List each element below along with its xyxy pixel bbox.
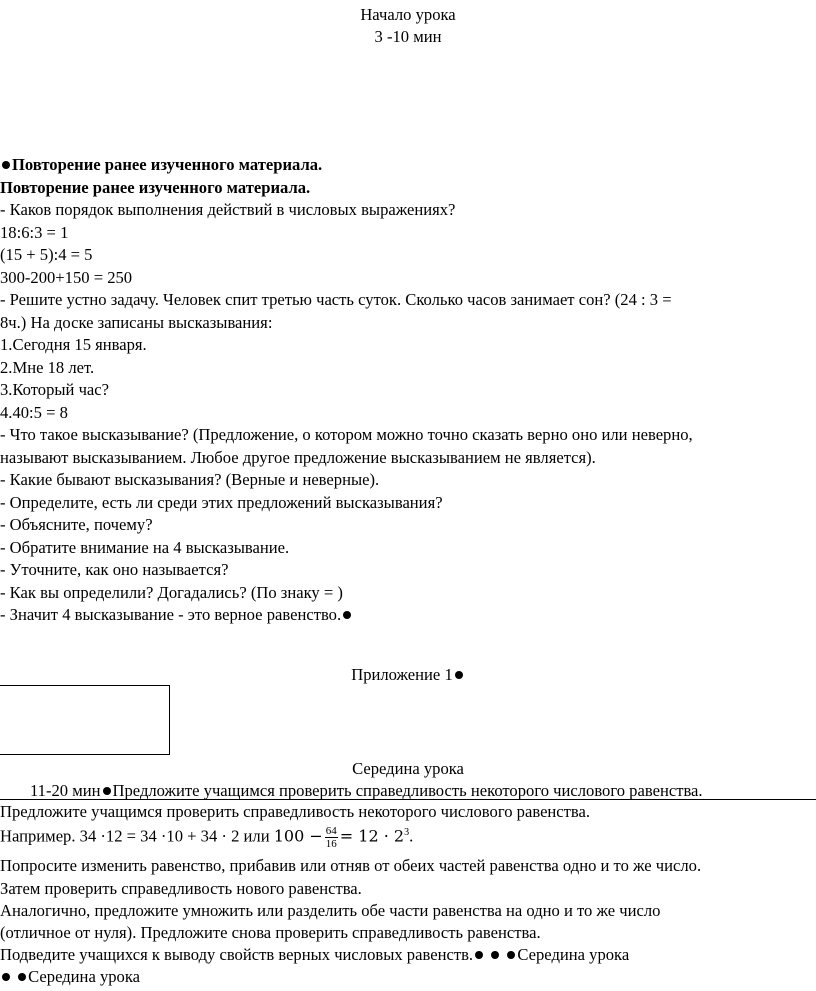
bullet-icon bbox=[343, 611, 351, 619]
text-line: Затем проверить справедливость нового равенства. bbox=[0, 879, 362, 898]
middle-tail-text: Середина урока bbox=[517, 945, 630, 964]
bullet-icon bbox=[507, 951, 515, 959]
text-line: 18:6:3 = 1 bbox=[0, 223, 69, 242]
lesson-start-time: 3 -10 мин bbox=[374, 27, 442, 46]
text-line: 4.40:5 = 8 bbox=[0, 403, 68, 422]
text-line: - Что такое высказывание? (Предложение, о котором можно точно сказать верно оно или неверно, bbox=[0, 425, 693, 444]
fraction bbox=[325, 825, 338, 850]
empty-frame bbox=[0, 685, 170, 755]
example-prefix: Например. 34 ·12 = 34 ·10 + 34 · 2 или bbox=[0, 826, 270, 846]
middle-heading-text: Предложите учащимся проверить справедливость некоторого числового равенства. bbox=[112, 781, 703, 800]
text-line: Подведите учащихся к выводу свойств верных числовых равенств. bbox=[0, 945, 474, 964]
bullet-heading-text: Повторение ранее изученного материала. bbox=[12, 155, 323, 174]
text-line: 8ч.) На доске записаны высказывания: bbox=[0, 313, 273, 332]
text-line: 3.Который час? bbox=[0, 380, 110, 399]
appendix-label bbox=[0, 664, 816, 687]
text-line: - Решите устно задачу. Человек спит третью часть суток. Сколько часов занимает сон? (24 : 3 = bbox=[0, 290, 672, 309]
bullet-icon bbox=[2, 161, 10, 169]
text-line: - Какие бывают высказывания? (Верные и неверные). bbox=[0, 470, 380, 489]
text-line: - Значит 4 высказывание - это верное равенство. bbox=[0, 605, 342, 624]
text-line: - Определите, есть ли среди этих предложений высказывания? bbox=[0, 493, 443, 512]
middle-time: 11-20 мин bbox=[30, 781, 101, 800]
section-heading: Повторение ранее изученного материала. bbox=[0, 178, 311, 197]
text-line: Попросите изменить равенство, прибавив или отняв от обеих частей равенства одно и то же число. bbox=[0, 856, 702, 875]
text-line: - Объясните, почему? bbox=[0, 515, 153, 534]
text-line: - Как вы определили? Догадались? (По знаку = ) bbox=[0, 583, 343, 602]
text-line: - Каков порядок выполнения действий в числовых выражениях? bbox=[0, 200, 456, 219]
text-line: (15 + 5):4 = 5 bbox=[0, 245, 93, 264]
text-line: - Обратите внимание на 4 высказывание. bbox=[0, 538, 290, 557]
text-line-with-bullet bbox=[0, 604, 353, 627]
text-line: 1.Сегодня 15 января. bbox=[0, 335, 147, 354]
text-line: (отличное от нуля). Предложите снова проверить справедливость равенства. bbox=[0, 923, 541, 942]
bullet-icon bbox=[455, 671, 463, 679]
section-bullet-heading bbox=[0, 154, 322, 177]
fraction-numerator: 64 bbox=[325, 825, 337, 837]
text-line: 300-200+150 = 250 bbox=[0, 268, 133, 287]
conclusion-line bbox=[0, 944, 629, 967]
lesson-start-title: Начало урока bbox=[360, 5, 456, 24]
bullet-icon bbox=[103, 787, 111, 795]
middle-tail-text: Середина урока bbox=[28, 967, 141, 986]
example-end: . bbox=[409, 826, 414, 846]
text-line: - Уточните, как оно называется? bbox=[0, 560, 229, 579]
math-expr: 100 − bbox=[273, 826, 323, 846]
example-line bbox=[0, 825, 413, 850]
appendix-text: Приложение 1 bbox=[351, 665, 453, 684]
tail-line bbox=[0, 966, 140, 989]
bullet-icon bbox=[2, 973, 10, 981]
text-line: называют высказыванием. Любое другое предложение высказыванием не является). bbox=[0, 448, 596, 467]
fraction-denominator: 16 bbox=[325, 838, 337, 850]
text-line: 2.Мне 18 лет. bbox=[0, 358, 95, 377]
bullet-icon bbox=[475, 951, 483, 959]
divider bbox=[0, 799, 816, 800]
middle-title: Середина урока bbox=[352, 759, 464, 778]
math-expr: = 12 · 2 bbox=[339, 826, 405, 846]
exponent: 3 bbox=[404, 826, 410, 838]
text-line: Аналогично, предложите умножить или разделить обе части равенства на одно и то же число bbox=[0, 901, 661, 920]
bullet-icon bbox=[491, 951, 499, 959]
text-line: Предложите учащимся проверить справедливость некоторого числового равенства. bbox=[0, 802, 591, 821]
bullet-icon bbox=[18, 973, 26, 981]
